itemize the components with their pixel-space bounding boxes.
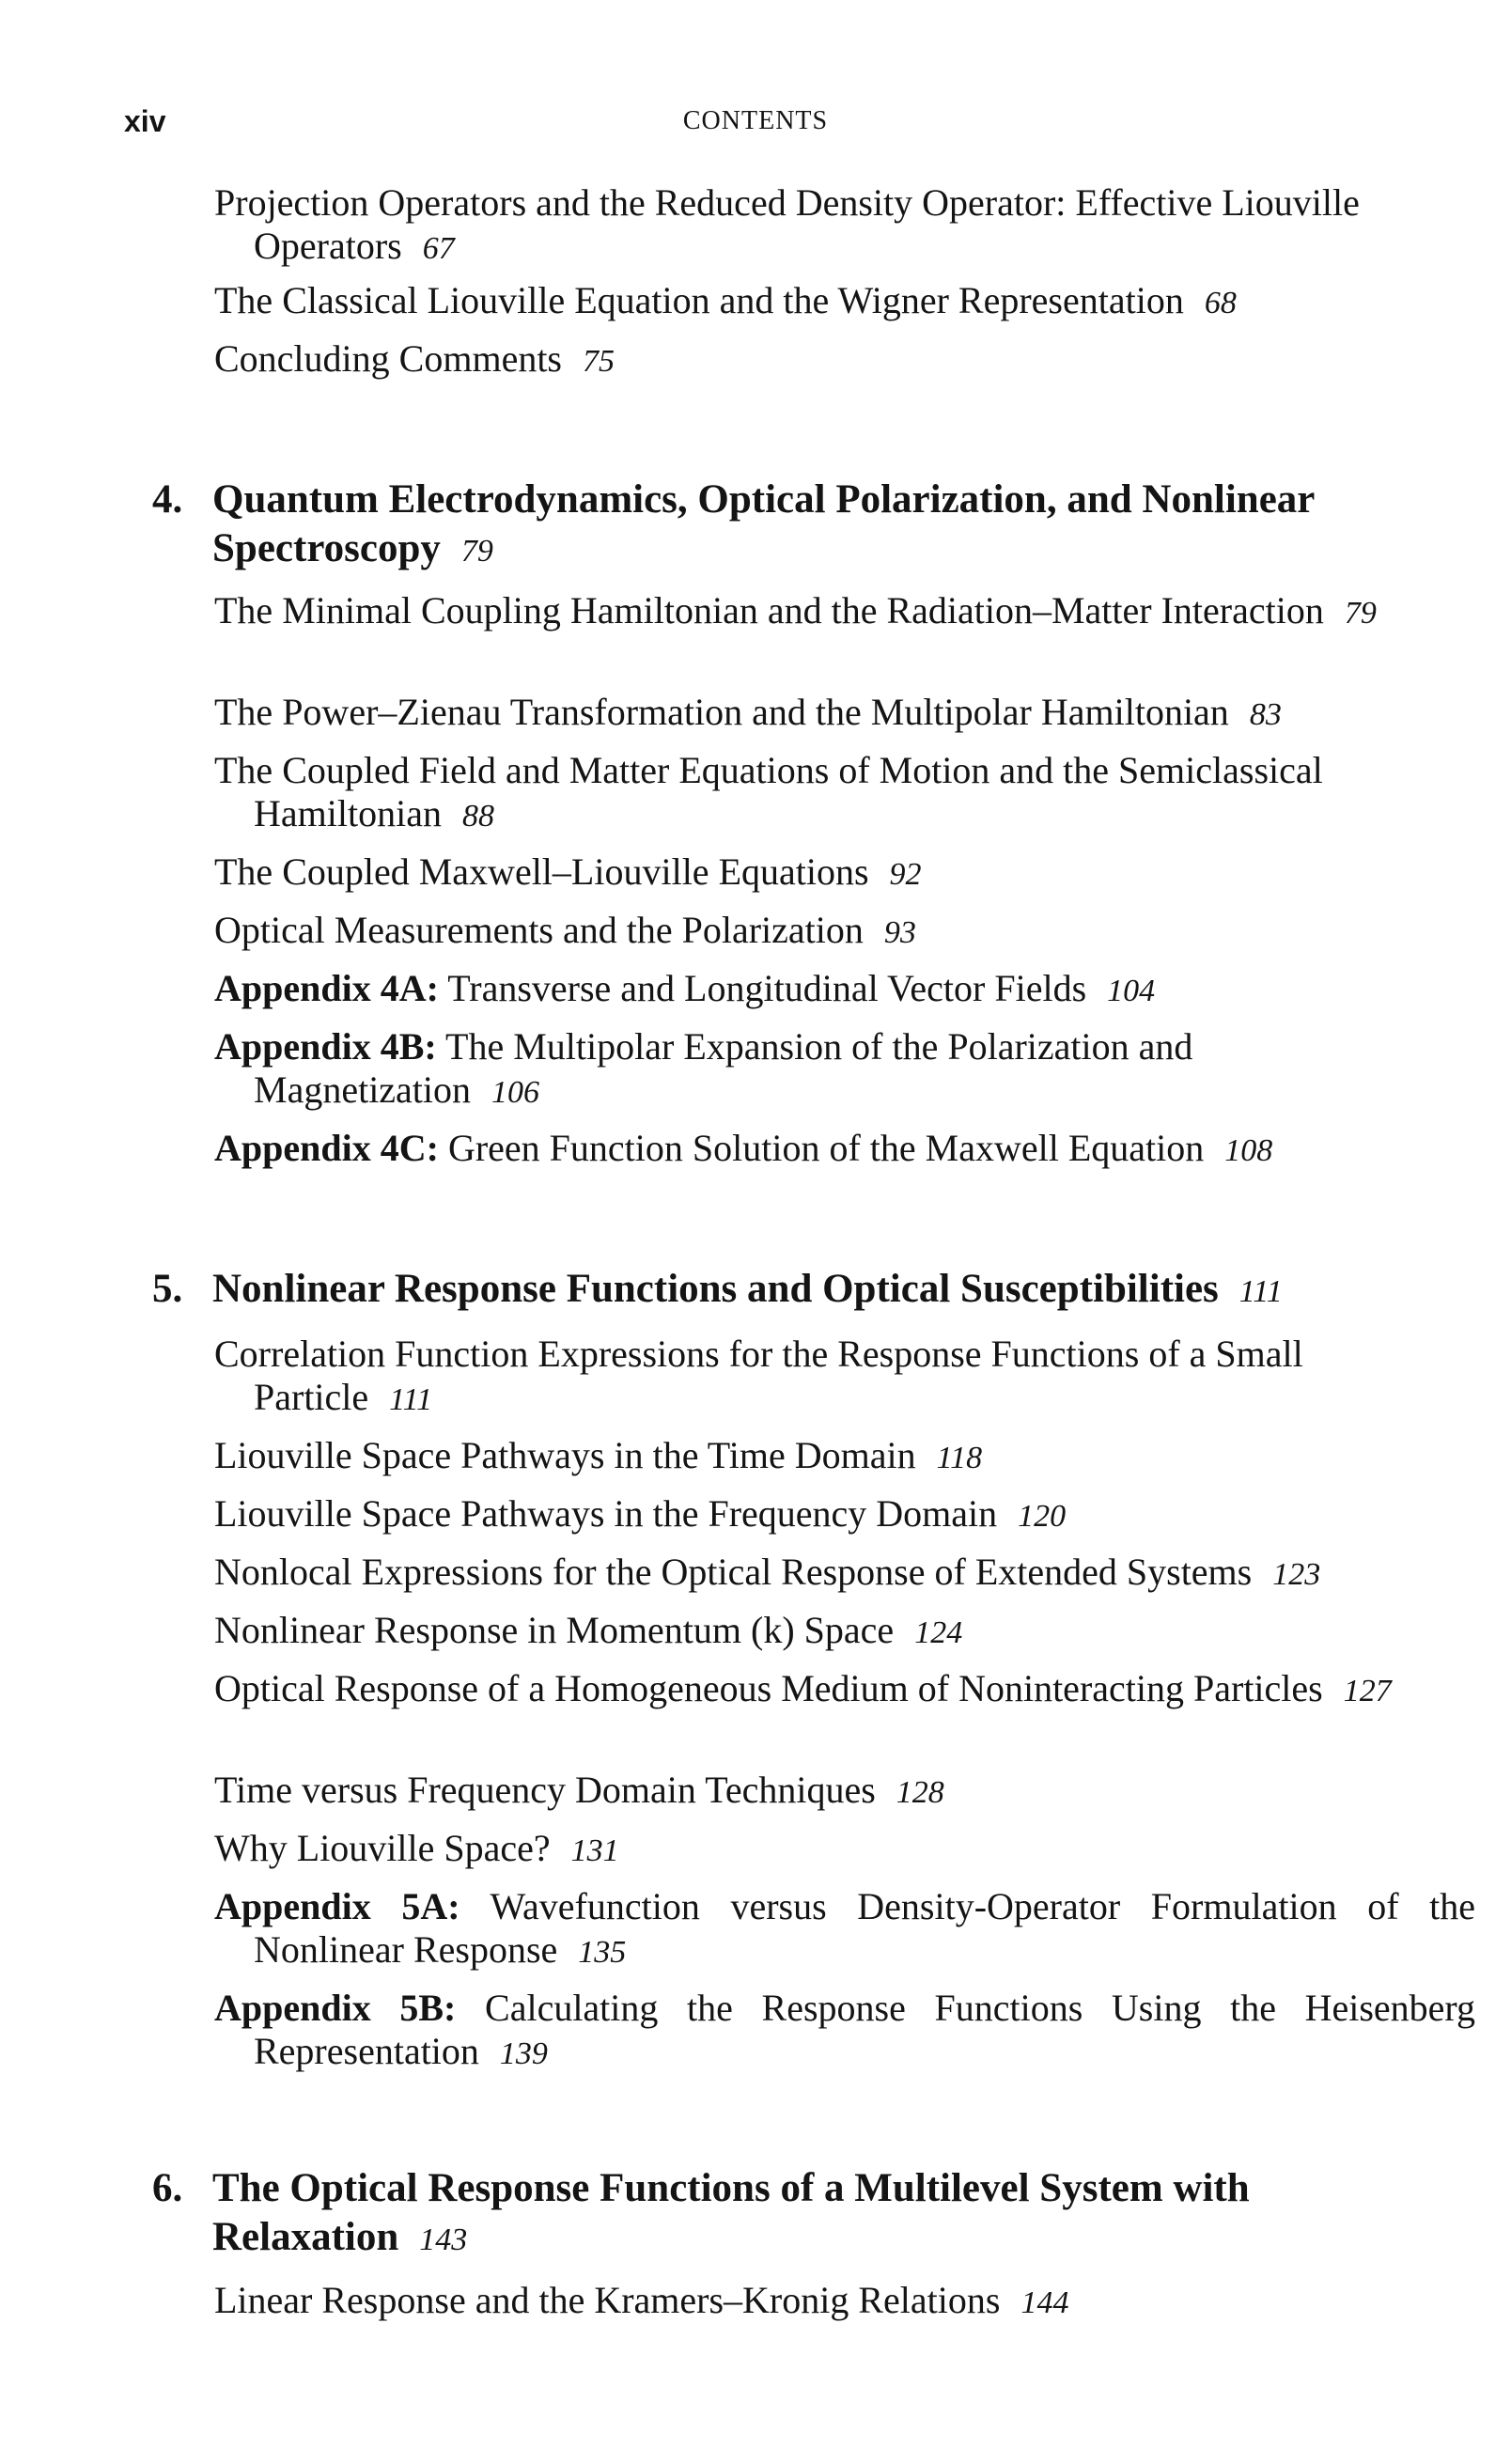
- toc-entry: [214, 279, 1483, 325]
- toc-entry-text: Projection Operators and the Reduced Density Operator: Effective Liouville Operators: [214, 181, 1360, 267]
- chapter-heading: [152, 2164, 1468, 2265]
- toc-entry: [214, 1609, 1483, 1655]
- toc-entry-text: Correlation Function Expressions for the Response Functions of a Small Particle: [214, 1333, 1303, 1418]
- appendix-label: Appendix 5A:: [214, 1885, 460, 1927]
- toc-entry-text: Wavefunction versus Density-Operator Formulation of the Nonlinear Response: [254, 1885, 1476, 1971]
- chapter-title: Nonlinear Response Functions and Optical Susceptibilities: [212, 1267, 1219, 1311]
- toc-entry-page: 88: [461, 799, 494, 834]
- toc-entry-text: Calculating the Response Functions Using the Heisenberg Representation: [254, 1987, 1476, 2072]
- toc-entry: [214, 2279, 1483, 2325]
- toc-entry: [214, 1434, 1483, 1480]
- toc-entry-page: 135: [578, 1935, 627, 1970]
- toc-entry-page: 68: [1204, 286, 1237, 320]
- toc-entry-page: 83: [1249, 697, 1282, 732]
- toc-entry-text: Optical Response of a Homogeneous Medium of Noninteracting Particles: [214, 1667, 1323, 1709]
- page-header: [0, 98, 1511, 145]
- toc-entry-text: Nonlocal Expressions for the Optical Response of Extended Systems: [214, 1551, 1253, 1593]
- chapter-number: 5.: [152, 1267, 183, 1311]
- toc-entry: [214, 1667, 1398, 1713]
- chapter-page: 79: [460, 534, 493, 569]
- toc-entry-text: Liouville Space Pathways in the Time Domain: [214, 1434, 916, 1476]
- toc-entry-text: The Coupled Maxwell–Liouville Equations: [214, 850, 869, 893]
- toc-entry-text: Nonlinear Response in Momentum (k) Space: [214, 1609, 895, 1651]
- toc-entry-text: Concluding Comments: [214, 337, 562, 380]
- toc-entry: [214, 1127, 1483, 1173]
- chapter-title: Quantum Electrodynamics, Optical Polarization, and Nonlinear Spectroscopy: [212, 477, 1315, 570]
- chapter-title-block: [212, 476, 1340, 576]
- toc-entry: [214, 749, 1492, 838]
- toc-entry-page: 67: [422, 231, 455, 266]
- toc-entry: [214, 909, 1483, 955]
- toc-entry: [214, 850, 1483, 897]
- toc-entry-text: Transverse and Longitudinal Vector Fields: [447, 967, 1087, 1009]
- toc-entry-page: 123: [1272, 1557, 1321, 1592]
- chapter-number: 6.: [152, 2166, 183, 2210]
- toc-entry: [214, 691, 1483, 737]
- toc-entry: [214, 1492, 1483, 1538]
- toc-entry: [214, 1987, 1475, 2076]
- appendix-label: Appendix 5B:: [214, 1987, 457, 2029]
- toc-entry: [214, 337, 1483, 383]
- toc-entry-page: 106: [491, 1075, 540, 1110]
- chapter-title: The Optical Response Functions of a Multilevel System with Relaxation: [212, 2166, 1250, 2259]
- appendix-label: Appendix 4B:: [214, 1025, 437, 1068]
- toc-entry-page: 139: [499, 2036, 548, 2071]
- toc-entry: [214, 181, 1483, 271]
- toc-entry-text: Liouville Space Pathways in the Frequency Domain: [214, 1492, 998, 1535]
- toc-entry-page: 111: [389, 1382, 433, 1417]
- chapter-heading: [152, 476, 1468, 576]
- appendix-label: Appendix 4A:: [214, 967, 439, 1009]
- chapter-heading: [152, 1265, 1468, 1317]
- toc-entry-text: The Multipolar Expansion of the Polarization and Magnetization: [254, 1025, 1193, 1111]
- chapter-page: 143: [419, 2222, 468, 2257]
- toc-entry: [214, 1769, 1483, 1815]
- chapter-number: 4.: [152, 477, 183, 522]
- toc-entry-text: Time versus Frequency Domain Techniques: [214, 1769, 876, 1811]
- toc-entry-page: 127: [1343, 1674, 1392, 1708]
- toc-entry: [214, 1885, 1475, 1974]
- toc-entry-text: Green Function Solution of the Maxwell Equation: [447, 1127, 1205, 1169]
- toc-entry-page: 144: [1020, 2285, 1069, 2320]
- toc-entry-text: The Classical Liouville Equation and the Wigner Representation: [214, 279, 1184, 321]
- toc-entry-page: 92: [889, 857, 922, 892]
- toc-entry-text: Optical Measurements and the Polarization: [214, 909, 864, 951]
- chapter-page: 111: [1238, 1274, 1283, 1309]
- toc-entry: [214, 1827, 1483, 1873]
- toc-entry-text: The Power–Zienau Transformation and the Multipolar Hamiltonian: [214, 691, 1229, 733]
- toc-entry: [214, 1333, 1398, 1422]
- appendix-label: Appendix 4C:: [214, 1127, 439, 1169]
- toc-entry: [214, 589, 1483, 635]
- chapter-title-block: [212, 2164, 1340, 2265]
- toc-entry-page: 131: [570, 1833, 619, 1868]
- toc-entry-page: 108: [1224, 1133, 1273, 1168]
- toc-entry-page: 79: [1344, 596, 1377, 631]
- toc-entry-text: The Coupled Field and Matter Equations of Motion and the Semiclassical Hamiltonian: [214, 749, 1323, 834]
- toc-entry-text: The Minimal Coupling Hamiltonian and the Radiation–Matter Interaction: [214, 589, 1324, 632]
- toc-entry: [214, 967, 1483, 1013]
- toc-entry: [214, 1025, 1398, 1115]
- toc-entry-page: 93: [883, 915, 916, 950]
- toc-entry-page: 128: [896, 1775, 944, 1810]
- toc-entry-page: 75: [583, 344, 615, 379]
- toc-entry-page: 124: [914, 1615, 963, 1650]
- chapter-title-block: [212, 1265, 1468, 1317]
- toc-entry-text: Linear Response and the Kramers–Kronig Relations: [214, 2279, 1001, 2321]
- toc-entry-page: 104: [1107, 974, 1156, 1008]
- toc-entry-page: 118: [936, 1441, 983, 1475]
- toc-entry-page: 120: [1018, 1499, 1067, 1534]
- toc-entry-text: Why Liouville Space?: [214, 1827, 551, 1869]
- toc-entry: [214, 1551, 1492, 1597]
- page-folio: xiv: [124, 104, 166, 138]
- running-head: CONTENTS: [682, 106, 829, 135]
